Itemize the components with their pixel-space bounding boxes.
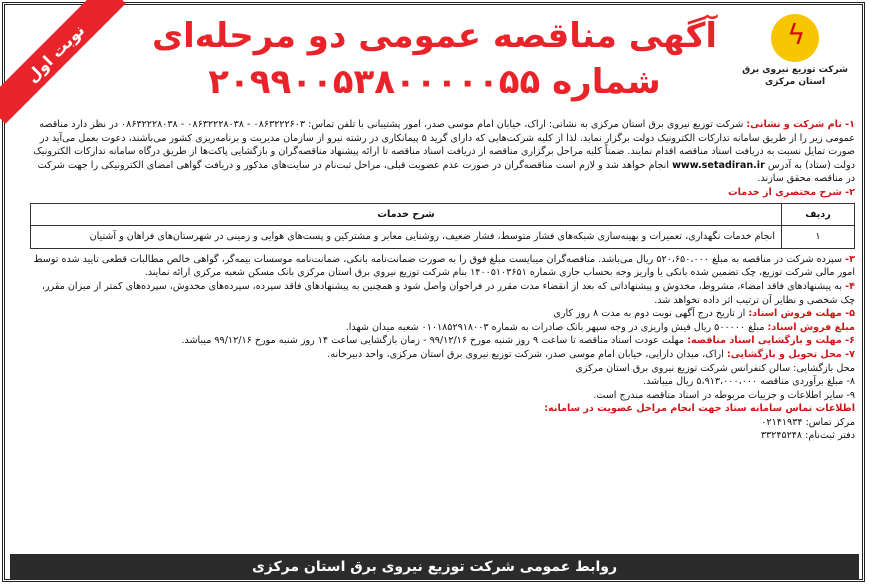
section-8: ۸- مبلغ برآوردی مناقصه ۵،۹۱۳،۰۰۰،۰۰۰ ریال میباشد. bbox=[643, 376, 855, 388]
section-3 bbox=[30, 253, 855, 280]
notice-body bbox=[30, 118, 855, 443]
table-header-row-number: ردیف bbox=[782, 203, 855, 226]
section-5-text: از تاریخ درج آگهی نوبت دوم به مدت ۸ روز کاری bbox=[553, 308, 746, 320]
registration-office: دفتر ثبت‌نام: ۳۳۲۴۵۲۴۸ bbox=[760, 430, 855, 442]
notice-title: آگهی مناقصه عمومی دو مرحله‌ای bbox=[151, 16, 718, 56]
table-row bbox=[31, 226, 855, 249]
section-1-text2: انجام خواهد شد و لازم است مناقصه‌گران در صورت عدم عضویت قبلی، مراحل ثبت‌نام در سایت‌های مذکور و دریافت گواهی امضای الکترونیکی را جهت شرکت در مناقصه محقق سازند. bbox=[37, 159, 855, 185]
section-1-text: شرکت توزیع نیروی برق استان مرکزی به نشانی: اراک، خیابان امام موسی صدر، امور پشتیبانی با تلفن تماس: ۰۸۶۳۲۲۲۶۰۳ - ۰۸۶۳۲۲۲۸۰۳۸ - ۰۸۶۳۲۲۲۸۰۳۸ در نظر دارد مناقصه عمومی زیر را از طریق سامانه تدارکات الکترونیک دولت برگزار نماید. لذا از کلیه شرکت‌هایی که دارای گرید ۵ پیمانکاری در رشته نیرو از سازمان مدیریت و برنامه‌ریزی کشور می‌باشند، دعوت بعمل می‌آید در صورت تمایل نسبت به دریافت اسناد مناقصه اقدام نمایند. ضمناً کلیه مراحل برگزاری مناقصه از دریافت اسناد مناقصه تا ارائه پیشنهاد مناقصه‌گران و بازگشایی پاکت‌ها از طریق درگاه سامانه تدارکات الکترونیک دولت (ستاد) به آدرس bbox=[33, 119, 855, 171]
table-header-description: شرح خدمات bbox=[31, 203, 782, 226]
contact-center: مرکز تماس: ۰۲۱۴۱۹۳۴ bbox=[761, 416, 855, 428]
section-6-heading: ۶- مهلت و بازگشایی اسناد مناقصه: bbox=[687, 335, 855, 347]
section-4-heading: ۴- bbox=[845, 280, 855, 292]
section-1-heading: ۱- نام شرکت و نشانی: bbox=[746, 119, 855, 130]
services-table bbox=[30, 203, 855, 249]
public-relations-footer: روابط عمومی شرکت توزیع نیروی برق استان مرکزی bbox=[10, 554, 859, 580]
section-9: ۹- سایر اطلاعات و جزییات مربوطه در اسناد مناقصه مندرج است. bbox=[593, 389, 855, 401]
logo-caption bbox=[735, 65, 855, 88]
section-3-heading: ۳- bbox=[845, 253, 855, 265]
setad-url-link[interactable]: www.setadiran.ir bbox=[672, 159, 765, 171]
section-3-text: سپرده شرکت در مناقصه به مبلغ ۵۲۰،۶۵۰،۰۰۰ ریال می‌باشد. مناقصه‌گران میبایست مبلغ فوق را به صورت ضمانت‌نامه بانکی، ضمانت‌نامه موسسات بیمه‌گر، گواهی خالص مطالبات قطعی تایید شده توسط امور مالی شرکت توزیع، چک تضمین شده بانکی یا واریز وجه بحساب جاری شماره ۱۴۰۰۵۱۰۳۶۵۱ بنام شرکت توزیع نیروی برق استان مرکزی بانک مسکن شعبه مرکزی ارائه نمایند. bbox=[33, 253, 855, 279]
section-2-heading: ۲- شرح مختصری از خدمات bbox=[728, 186, 855, 198]
document-price bbox=[30, 321, 855, 335]
document-price-heading: مبلغ فروش اسناد: bbox=[767, 321, 855, 333]
logo-line2: استان مرکزی bbox=[764, 76, 826, 87]
section-4 bbox=[30, 280, 855, 307]
section-6 bbox=[30, 334, 855, 348]
notice-number: شماره ۲۰۹۹۰۰۵۳۸۰۰۰۰۰۵۵ bbox=[208, 62, 661, 102]
section-5-heading: ۵- مهلت فروش اسناد: bbox=[748, 308, 855, 320]
section-4-text: به پیشنهادهای فاقد امضاء، مشروط، مخدوش و پیشنهاداتی که بعد از انقضاء مدت مقرر در فراخوان واصل شود و همچنین به پیشنهادهای فاقد سپرده، سپرده‌های مخدوش، سپرده‌های کمتر از میزان مقرر، چک شخصی و نظایر آن ترتیب اثر داده نخواهد شد. bbox=[41, 280, 855, 306]
opening-venue: محل بازگشایی: سالن کنفرانس شرکت توزیع نیروی برق استان مرکزی bbox=[575, 362, 855, 374]
contact-heading: اطلاعات تماس سامانه ستاد جهت انجام مراحل عضویت در سامانه: bbox=[544, 403, 855, 415]
section-7-text: اراک، میدان دارایی، خیابان امام موسی صدر، شرکت توزیع نیروی برق استان مرکزی، واحد دبیرخانه. bbox=[327, 348, 724, 360]
company-logo bbox=[735, 14, 855, 104]
logo-line1: شرکت توزیع نیروی برق bbox=[742, 65, 848, 75]
first-round-ribbon: نوبت اول bbox=[0, 0, 126, 124]
lightning-logo-icon: ϟ bbox=[771, 14, 819, 62]
table-cell-row-number: ۱ bbox=[782, 226, 855, 249]
document-price-text: مبلغ ۵۰۰۰۰۰ ریال فیش واریزی در وجه سپهر بانک صادرات به شماره ۰۱۰۱۸۵۲۹۱۸۰۰۳ شعبه میدان شهدا. bbox=[345, 321, 765, 333]
section-5 bbox=[30, 307, 855, 321]
table-cell-description: انجام خدمات نگهداری، تعمیرات و بهینه‌سازی شبکه‌های فشار متوسط، فشار ضعیف، روشنایی معابر و مشترکین و پست‌های هوایی و زمینی در شهرستان‌های فراهان و آشتیان bbox=[31, 226, 782, 249]
section-7-heading: ۷- محل تحویل و بازگشایی: bbox=[726, 348, 855, 360]
section-1 bbox=[30, 118, 855, 186]
section-6-text: مهلت عودت اسناد مناقصه تا ساعت ۹ روز شنبه مورخ ۹۹/۱۲/۱۶ - زمان بازگشایی ساعت ۱۴ روز شنبه مورخ ۹۹/۱۲/۱۶ میباشد. bbox=[181, 335, 685, 347]
section-7 bbox=[30, 348, 855, 362]
